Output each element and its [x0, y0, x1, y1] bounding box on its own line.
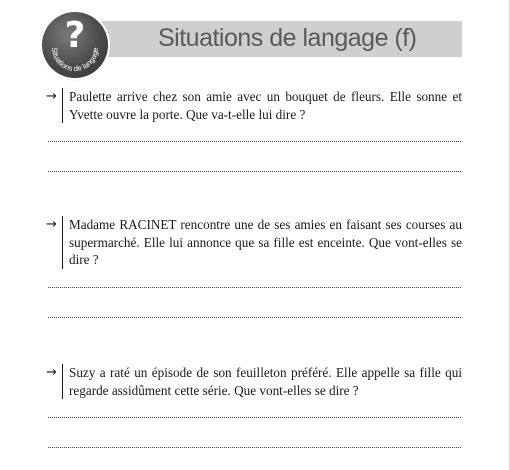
- arrow-icon: →: [46, 365, 57, 380]
- badge-caption: Situations de langage: [49, 47, 101, 74]
- question-text: Paulette arrive chez son amie avec un bouquet de fleurs. Elle sonne et Yvette ouvre la porte. Que va-t-elle lui dire ?: [62, 88, 462, 123]
- answer-line[interactable]: [48, 447, 461, 448]
- question-mark-icon: ?: [64, 15, 86, 56]
- answer-line[interactable]: [48, 171, 461, 172]
- arrow-icon: →: [46, 89, 57, 104]
- question-mark-badge: [42, 12, 108, 78]
- answer-line[interactable]: [48, 417, 461, 418]
- answer-line[interactable]: [48, 317, 461, 318]
- answer-line[interactable]: [48, 141, 461, 142]
- arrow-icon: →: [46, 217, 57, 232]
- page-title: Situations de langage (f): [158, 24, 417, 52]
- answer-line[interactable]: [48, 287, 461, 288]
- question-text: Suzy a raté un épisode de son feuilleton préféré. Elle appelle sa fille qui regarde assidûment cette série. Que vont-elles se dire ?: [62, 364, 462, 399]
- question-text: Madame RACINET rencontre une de ses amies en faisant ses courses au supermarché. Elle lui annonce que sa fille est enceinte. Que vont-elles se dire ?: [62, 216, 462, 269]
